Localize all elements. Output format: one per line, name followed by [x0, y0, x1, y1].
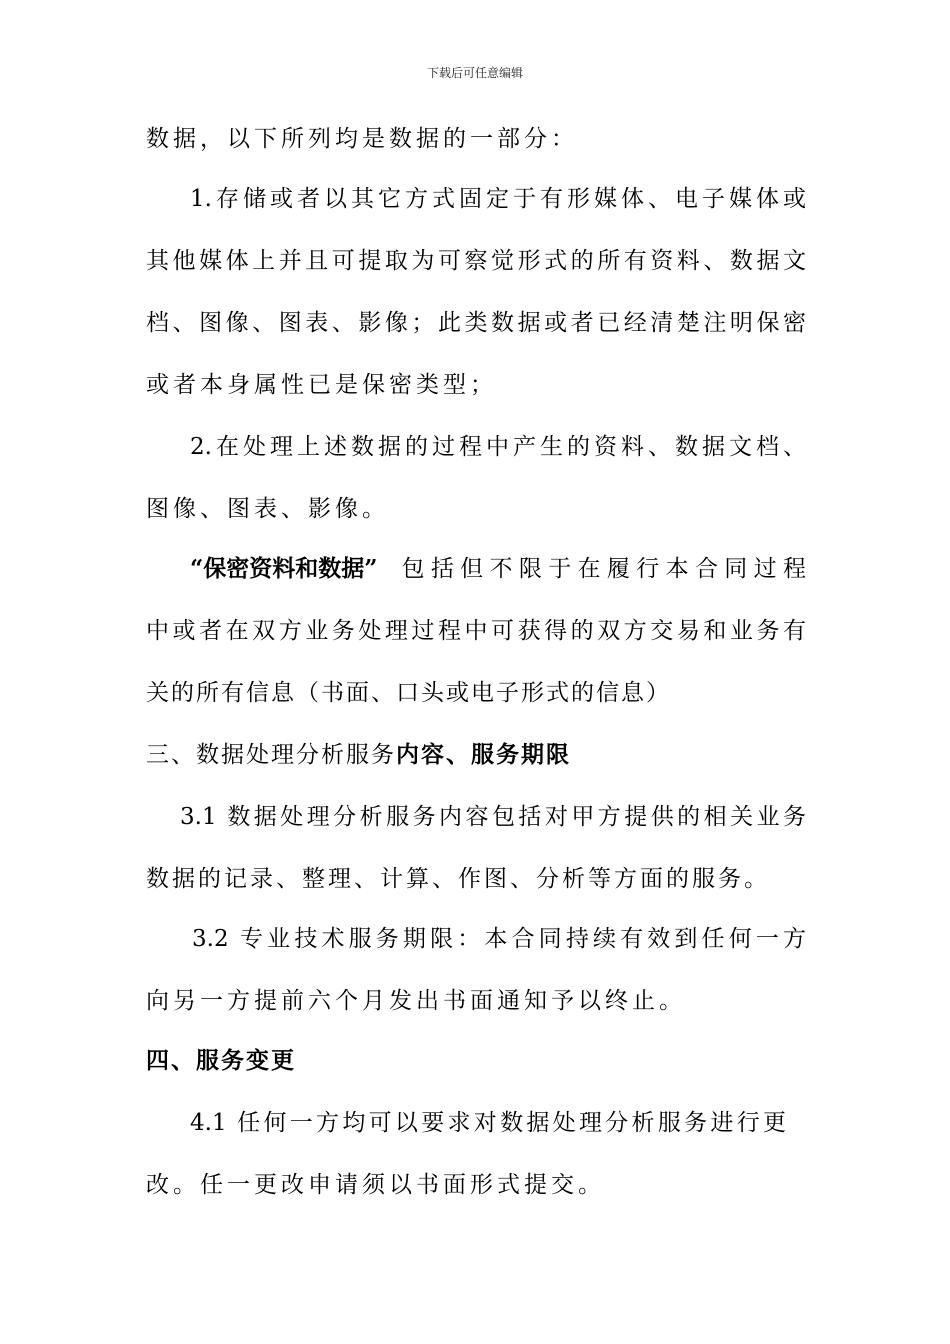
clause-3-2-line: 3.2 专业技术服务期限：本合同持续有效到任何一方: [192, 926, 806, 952]
defined-term: “保密资料和数据”: [190, 555, 378, 582]
definition-line: 中或者在双方业务处理过程中可获得的双方交易和业务有: [146, 618, 806, 644]
list-item-2-line: 2.在处理上述数据的过程中产生的资料、数据文档、: [190, 434, 806, 460]
list-item-1-line: 1.存储或者以其它方式固定于有形媒体、电子媒体或: [190, 186, 806, 212]
definition-line: 关的所有信息（书面、口头或电子形式的信息）: [146, 680, 671, 706]
list-item-2-line: 图像、图表、影像。: [146, 496, 389, 522]
list-item-1-line: 其他媒体上并且可提取为可察觉形式的所有资料、数据文: [146, 248, 806, 274]
clause-3-1-line: 3.1 数据处理分析服务内容包括对甲方提供的相关业务: [180, 804, 806, 830]
list-item-1-line: 档、图像、图表、影像；此类数据或者已经清楚注明保密: [146, 310, 806, 336]
section-heading-3: [146, 740, 571, 770]
list-item-1-line: 或者本身属性已是保密类型；: [146, 372, 497, 398]
clause-3-1-line: 数据的记录、整理、计算、作图、分析等方面的服务。: [146, 866, 770, 892]
clause-4-1-line: 4.1 任何一方均可以要求对数据处理分析服务进行更: [190, 1110, 786, 1136]
section-heading-4: 四、服务变更: [146, 1047, 296, 1074]
definition-line: [190, 554, 806, 584]
paragraph-line: 数据，以下所列均是数据的一部分：: [146, 126, 578, 152]
page-header: 下载后可任意编辑: [426, 66, 523, 80]
clause-4-1-line: 改。任一更改申请须以书面形式提交。: [146, 1172, 605, 1198]
definition-text: 包括但不限于在履行本合同过程: [401, 556, 806, 582]
section-heading-3-part2: 内容、服务期限: [396, 741, 571, 768]
clause-3-2-line: 向另一方提前六个月发出书面通知予以终止。: [146, 988, 686, 1014]
section-heading-3-part1: 三、数据处理分析服务: [146, 742, 396, 768]
